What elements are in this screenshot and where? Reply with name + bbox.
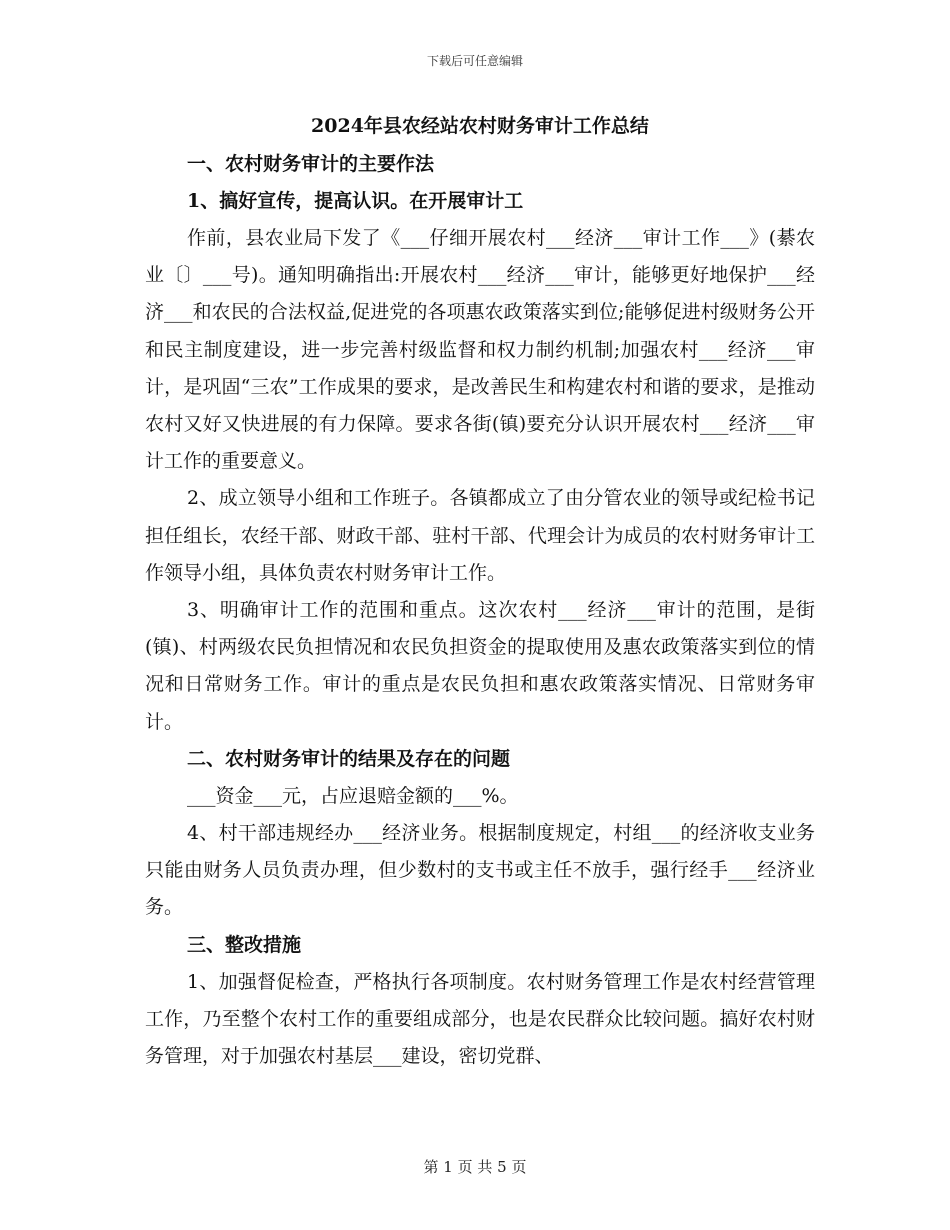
section2-paragraph-1: ___资金___元，占应退赔金额的___%。 [187, 784, 519, 807]
document-body [145, 112, 815, 1075]
section3-heading: 三、整改措施 [187, 933, 302, 956]
section3-paragraph-1: 1、加强督促检查，严格执行各项制度。农村财务管理工作是农村经营管理工作，乃至整个农村工作的重要组成部分，也是农民群众比较问题。搞好农村财务管理，对于加强农村基层___建设，密切党群、 [145, 970, 815, 1068]
section2-paragraph-2: 4、村干部违规经办___经济业务。根据制度规定，村组___的经济收支业务只能由财务人员负责办理，但少数村的支书或主任不放手，强行经手___经济业务。 [145, 822, 815, 919]
section1-paragraph-1: 作前，县农业局下发了《___仔细开展农村___经济___审计工作___》(綦农业〔〕___号)。通知明确指出:开展农村___经济___审计，能够更好地保护___经济___和农民的合法权益,促进党的各项惠农政策落实到位;能够促进村级财务公开和民主制度建设，进一步完善村级监督和权力制约机制;加强农村___经济___审计，是巩固“三农”工作成果的要求，是改善民生和构建农村和谐的要求，是推动农村又好又快进展的有力保障。要求各街(镇)要充分认识开展农村___经济___审计工作的重要意义。 [145, 227, 815, 473]
page-footer: 第 1 页 共 5 页 [423, 1158, 527, 1176]
section1-paragraph-2: 2、成立领导小组和工作班子。各镇都成立了由分管农业的领导或纪检书记担任组长，农经干部、财政干部、驻村干部、代理会计为成员的农村财务审计工作领导小组，具体负责农村财务审计工作。 [145, 487, 815, 584]
section2-heading: 二、农村财务审计的结果及存在的问题 [187, 747, 511, 770]
document-title: 2024年县农经站农村财务审计工作总结 [311, 115, 649, 137]
section1-subheading: 1、搞好宣传，提高认识。在开展审计工 [187, 190, 524, 212]
section1-heading: 一、农村财务审计的主要作法 [187, 153, 435, 175]
page-header: 下载后可任意编辑 [426, 54, 523, 68]
section1-paragraph-3: 3、明确审计工作的范围和重点。这次农村___经济___审计的范围，是街(镇)、村两级农民负担情况和农民负担资金的提取使用及惠农政策落实到位的情况和日常财务工作。审计的重点是农民负担和惠农政策落实情况、日常财务审计。 [145, 599, 815, 733]
